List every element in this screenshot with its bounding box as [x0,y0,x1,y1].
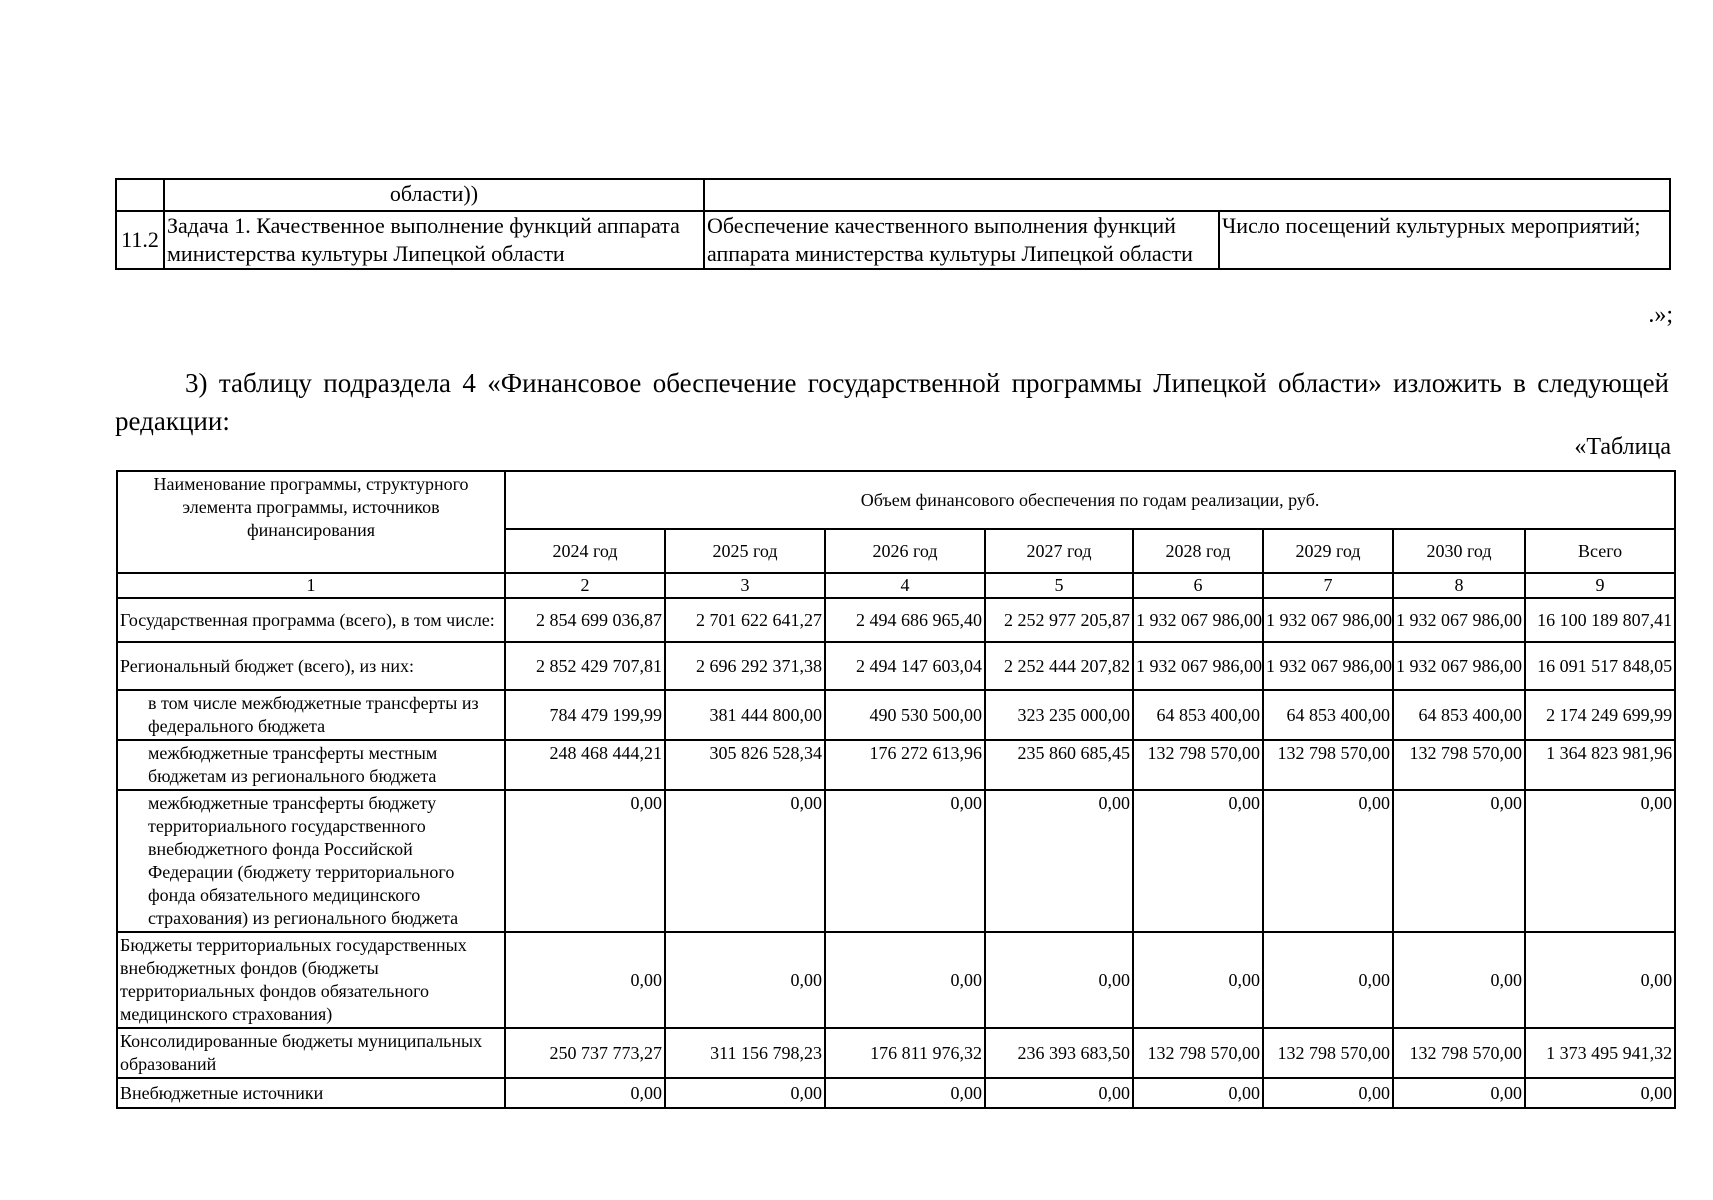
value-cell: 0,00 [1525,932,1675,1028]
value-cell: 0,00 [985,790,1133,932]
value-cell: 0,00 [505,932,665,1028]
row-name: межбюджетные трансферты местным бюджетам из регионального бюджета [117,740,505,790]
value-cell: 2 494 147 603,04 [825,642,985,690]
value-cell: 323 235 000,00 [985,690,1133,740]
value-cell: 0,00 [1133,1078,1263,1108]
row-name: в том числе межбюджетные трансферты из федерального бюджета [117,690,505,740]
value-cell: 2 174 249 699,99 [1525,690,1675,740]
value-cell: 132 798 570,00 [1393,740,1525,790]
table-label: «Таблица [1574,434,1671,460]
value-cell: 1 932 067 986,00 [1133,642,1263,690]
value-cell: 0,00 [985,1078,1133,1108]
row-name: Государственная программа (всего), в том числе: [117,598,505,642]
task-cell: Задача 1. Качественное выполнение функций аппарата министерства культуры Липецкой области [164,211,704,269]
year-header: 2024 год [505,529,665,573]
table-row [117,642,1675,690]
row-name: Консолидированные бюджеты муниципальных образований [117,1028,505,1078]
value-cell: 250 737 773,27 [505,1028,665,1078]
table-row [117,1028,1675,1078]
value-cell: 0,00 [825,1078,985,1108]
value-cell: 2 852 429 707,81 [505,642,665,690]
table-row [117,932,1675,1028]
value-cell: 132 798 570,00 [1263,1028,1393,1078]
value-cell: 1 932 067 986,00 [1133,598,1263,642]
value-cell: 2 252 977 205,87 [985,598,1133,642]
value-cell: 235 860 685,45 [985,740,1133,790]
value-cell: 1 364 823 981,96 [1525,740,1675,790]
column-number: 2 [505,573,665,598]
value-cell: 176 811 976,32 [825,1028,985,1078]
value-cell: 305 826 528,34 [665,740,825,790]
value-cell: 2 494 686 965,40 [825,598,985,642]
year-header: Всего [1525,529,1675,573]
value-cell: 311 156 798,23 [665,1028,825,1078]
tasks-table-header-row [116,179,1670,211]
value-cell: 0,00 [1133,932,1263,1028]
table-row [117,740,1675,790]
column-number: 4 [825,573,985,598]
description-cell: Обеспечение качественного выполнения функций аппарата министерства культуры Липецкой области [704,211,1219,269]
value-cell: 381 444 800,00 [665,690,825,740]
value-cell: 64 853 400,00 [1393,690,1525,740]
value-cell: 0,00 [1133,790,1263,932]
value-cell: 0,00 [1525,790,1675,932]
row-name: Бюджеты территориальных государственных внебюджетных фондов (бюджеты территориальных фондов обязательного медицинского страхования) [117,932,505,1028]
column-number: 9 [1525,573,1675,598]
year-header: 2027 год [985,529,1133,573]
column-numbers-row [117,573,1675,598]
body-paragraph: 3) таблицу подраздела 4 «Финансовое обеспечение государственной программы Липецкой области» изложить в следующей редакции: [115,368,1669,436]
value-cell: 132 798 570,00 [1133,1028,1263,1078]
year-header: 2030 год [1393,529,1525,573]
row-name: межбюджетные трансферты бюджету территориального государственного внебюджетного фонда Российской Федерации (бюджету территориального фонда обязательного медицинского страхования) из регионального бюджета [117,790,505,932]
value-cell: 0,00 [1393,932,1525,1028]
value-cell: 0,00 [825,790,985,932]
table-row [117,1078,1675,1108]
value-cell: 1 373 495 941,32 [1525,1028,1675,1078]
year-header: 2026 год [825,529,985,573]
value-cell: 0,00 [825,932,985,1028]
value-cell: 784 479 199,99 [505,690,665,740]
value-cell: 132 798 570,00 [1133,740,1263,790]
value-cell: 2 252 444 207,82 [985,642,1133,690]
value-cell: 64 853 400,00 [1133,690,1263,740]
value-cell: 248 468 444,21 [505,740,665,790]
value-cell: 16 100 189 807,41 [1525,598,1675,642]
value-cell: 0,00 [1263,790,1393,932]
year-header: 2029 год [1263,529,1393,573]
tasks-table [115,178,1671,270]
table-row [117,690,1675,740]
value-cell: 0,00 [665,932,825,1028]
year-header: 2025 год [665,529,825,573]
column-number: 6 [1133,573,1263,598]
value-cell: 0,00 [665,790,825,932]
closing-quote: .»; [1648,302,1673,328]
table-row [117,790,1675,932]
value-cell: 0,00 [1525,1078,1675,1108]
financing-table [116,470,1676,1109]
row-name: Региональный бюджет (всего), из них: [117,642,505,690]
value-cell: 0,00 [505,1078,665,1108]
row-name: Внебюджетные источники [117,1078,505,1108]
value-cell: 0,00 [1393,1078,1525,1108]
value-cell: 0,00 [1263,932,1393,1028]
value-cell: 176 272 613,96 [825,740,985,790]
value-cell: 0,00 [1393,790,1525,932]
value-cell: 1 932 067 986,00 [1393,642,1525,690]
value-cell: 1 932 067 986,00 [1263,642,1393,690]
value-cell: 16 091 517 848,05 [1525,642,1675,690]
value-cell: 0,00 [505,790,665,932]
value-cell: 1 932 067 986,00 [1263,598,1393,642]
value-cell: 2 696 292 371,38 [665,642,825,690]
value-cell: 236 393 683,50 [985,1028,1133,1078]
header-row-1 [117,471,1675,529]
column-number: 8 [1393,573,1525,598]
value-cell: 64 853 400,00 [1263,690,1393,740]
value-cell: 490 530 500,00 [825,690,985,740]
table-row [117,598,1675,642]
name-header: Наименование программы, структурного элемента программы, источников финансирования [117,471,505,573]
value-cell: 1 932 067 986,00 [1393,598,1525,642]
row-number: 11.2 [116,211,164,269]
column-number: 1 [117,573,505,598]
value-cell: 132 798 570,00 [1393,1028,1525,1078]
value-cell: 0,00 [665,1078,825,1108]
value-cell: 2 701 622 641,27 [665,598,825,642]
column-number: 7 [1263,573,1393,598]
value-cell: 0,00 [1263,1078,1393,1108]
column-number: 5 [985,573,1133,598]
value-cell: 0,00 [985,932,1133,1028]
column-number: 3 [665,573,825,598]
value-cell: 2 854 699 036,87 [505,598,665,642]
indicator-cell: Число посещений культурных мероприятий; [1219,211,1670,269]
value-cell: 132 798 570,00 [1263,740,1393,790]
header-fragment: области)) [164,179,704,211]
table-row [116,211,1670,269]
volume-header: Объем финансового обеспечения по годам реализации, руб. [505,471,1675,529]
year-header: 2028 год [1133,529,1263,573]
